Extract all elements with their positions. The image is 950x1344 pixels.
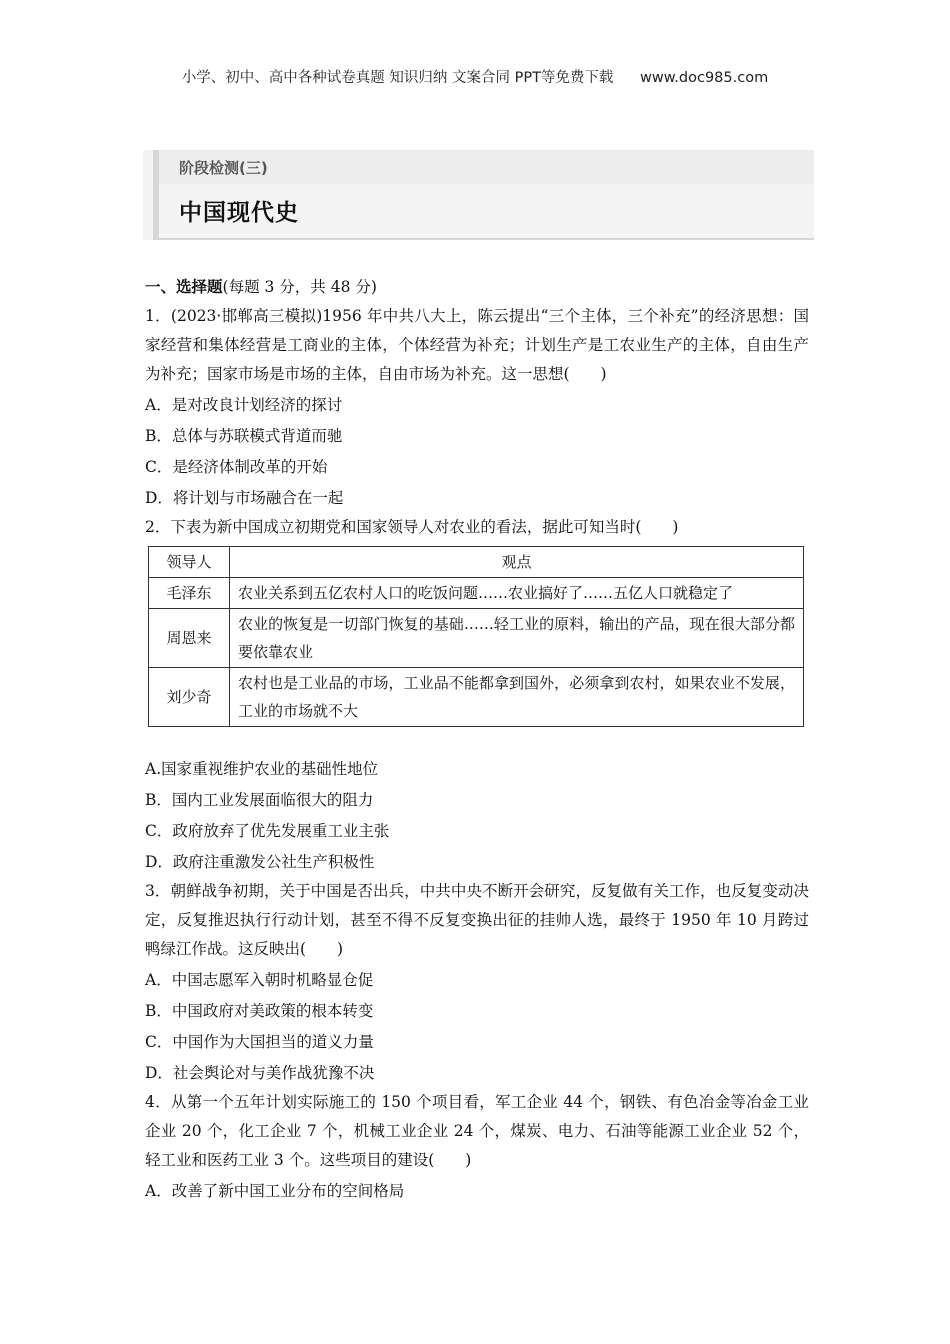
option-b: B．总体与苏联模式背道而驰 (145, 427, 343, 445)
question-text: 1．(2023·邯郸高三模拟)1956 年中共八大上，陈云提出“三个主体，三个补充”的经济思想：国家经营和集体经营是工商业的主体，个体经营为补充；计划生产是工农业生产的主体，自由生产为补充；国家市场是市场的主体，自由市场为补充。这一思想( ) (145, 307, 809, 383)
section-title: 中国现代史 (179, 200, 299, 226)
option-a: A．是对改良计划经济的探讨 (145, 396, 343, 414)
site-header (0, 66, 950, 87)
option-d: D．将计划与市场融合在一起 (145, 489, 344, 507)
option-c: C．中国作为大国担当的道义力量 (145, 1033, 374, 1051)
table-row (149, 578, 804, 609)
question-text: 3．朝鲜战争初期，关于中国是否出兵，中共中央不断开会研究，反复做有关工作，也反复变动决定，反复推迟执行行动计划，甚至不得不反复变换出征的挂帅人选，最终于 1950 年 10 月跨过鸭绿江作战。这反映出( ) (145, 882, 809, 958)
option-d: D．社会舆论对与美作战犹豫不决 (145, 1064, 375, 1082)
question-1 (145, 302, 809, 513)
option-a: A．中国志愿军入朝时机略显仓促 (145, 971, 374, 989)
site-url-link[interactable]: www.doc985.com (640, 70, 769, 86)
table-header-view: 观点 (230, 547, 804, 578)
option-a: A．改善了新中国工业分布的空间格局 (145, 1182, 405, 1200)
option-d: D．政府注重激发公社生产积极性 (145, 853, 375, 871)
table-cell-leader: 毛泽东 (149, 578, 230, 609)
table-header-leader: 领导人 (149, 547, 230, 578)
part-note: (每题 3 分，共 48 分) (222, 278, 377, 296)
table-header-row (149, 547, 804, 578)
option-c: C．是经济体制改革的开始 (145, 458, 328, 476)
table-cell-view: 农村也是工业品的市场，工业品不能都拿到国外，必须拿到农村，如果农业不发展，工业的市场就不大 (230, 668, 804, 727)
question-4 (145, 1088, 809, 1206)
table-cell-leader: 周恩来 (149, 609, 230, 668)
part-heading (145, 273, 809, 302)
option-a: A.国家重视维护农业的基础性地位 (145, 760, 379, 778)
question-text: 2．下表为新中国成立初期党和国家领导人对农业的看法，据此可知当时( ) (145, 518, 679, 536)
option-b: B．中国政府对美政策的根本转变 (145, 1002, 374, 1020)
table-cell-view: 农业的恢复是一切部门恢复的基础……轻工业的原料，输出的产品，现在很大部分都要依靠农业 (230, 609, 804, 668)
table-cell-view: 农业关系到五亿农村人口的吃饭问题……农业搞好了……五亿人口就稳定了 (230, 578, 804, 609)
exam-content (145, 273, 809, 1206)
table-cell-leader: 刘少奇 (149, 668, 230, 727)
leader-viewpoints-table (148, 546, 804, 727)
site-header-text: 小学、初中、高中各种试卷真题 知识归纳 文案合同 PPT等免费下载 (181, 70, 614, 86)
banner-bottom-line (159, 238, 814, 240)
question-text: 4．从第一个五年计划实际施工的 150 个项目看，军工企业 44 个，钢铁、有色冶金等冶金工业企业 20 个，化工企业 7 个，机械工业企业 24 个，煤炭、电力、石油等能源工业企业 52 个，轻工业和医药工业 3 个。这些项目的建设( ) (145, 1093, 809, 1169)
section-banner (143, 150, 814, 240)
option-c: C．政府放弃了优先发展重工业主张 (145, 822, 390, 840)
question-3 (145, 877, 809, 1088)
question-2 (145, 513, 809, 877)
table-row (149, 668, 804, 727)
option-b: B．国内工业发展面临很大的阻力 (145, 791, 374, 809)
section-subtitle: 阶段检测(三) (179, 159, 268, 177)
part-title: 一、选择题 (145, 278, 223, 296)
table-row (149, 609, 804, 668)
